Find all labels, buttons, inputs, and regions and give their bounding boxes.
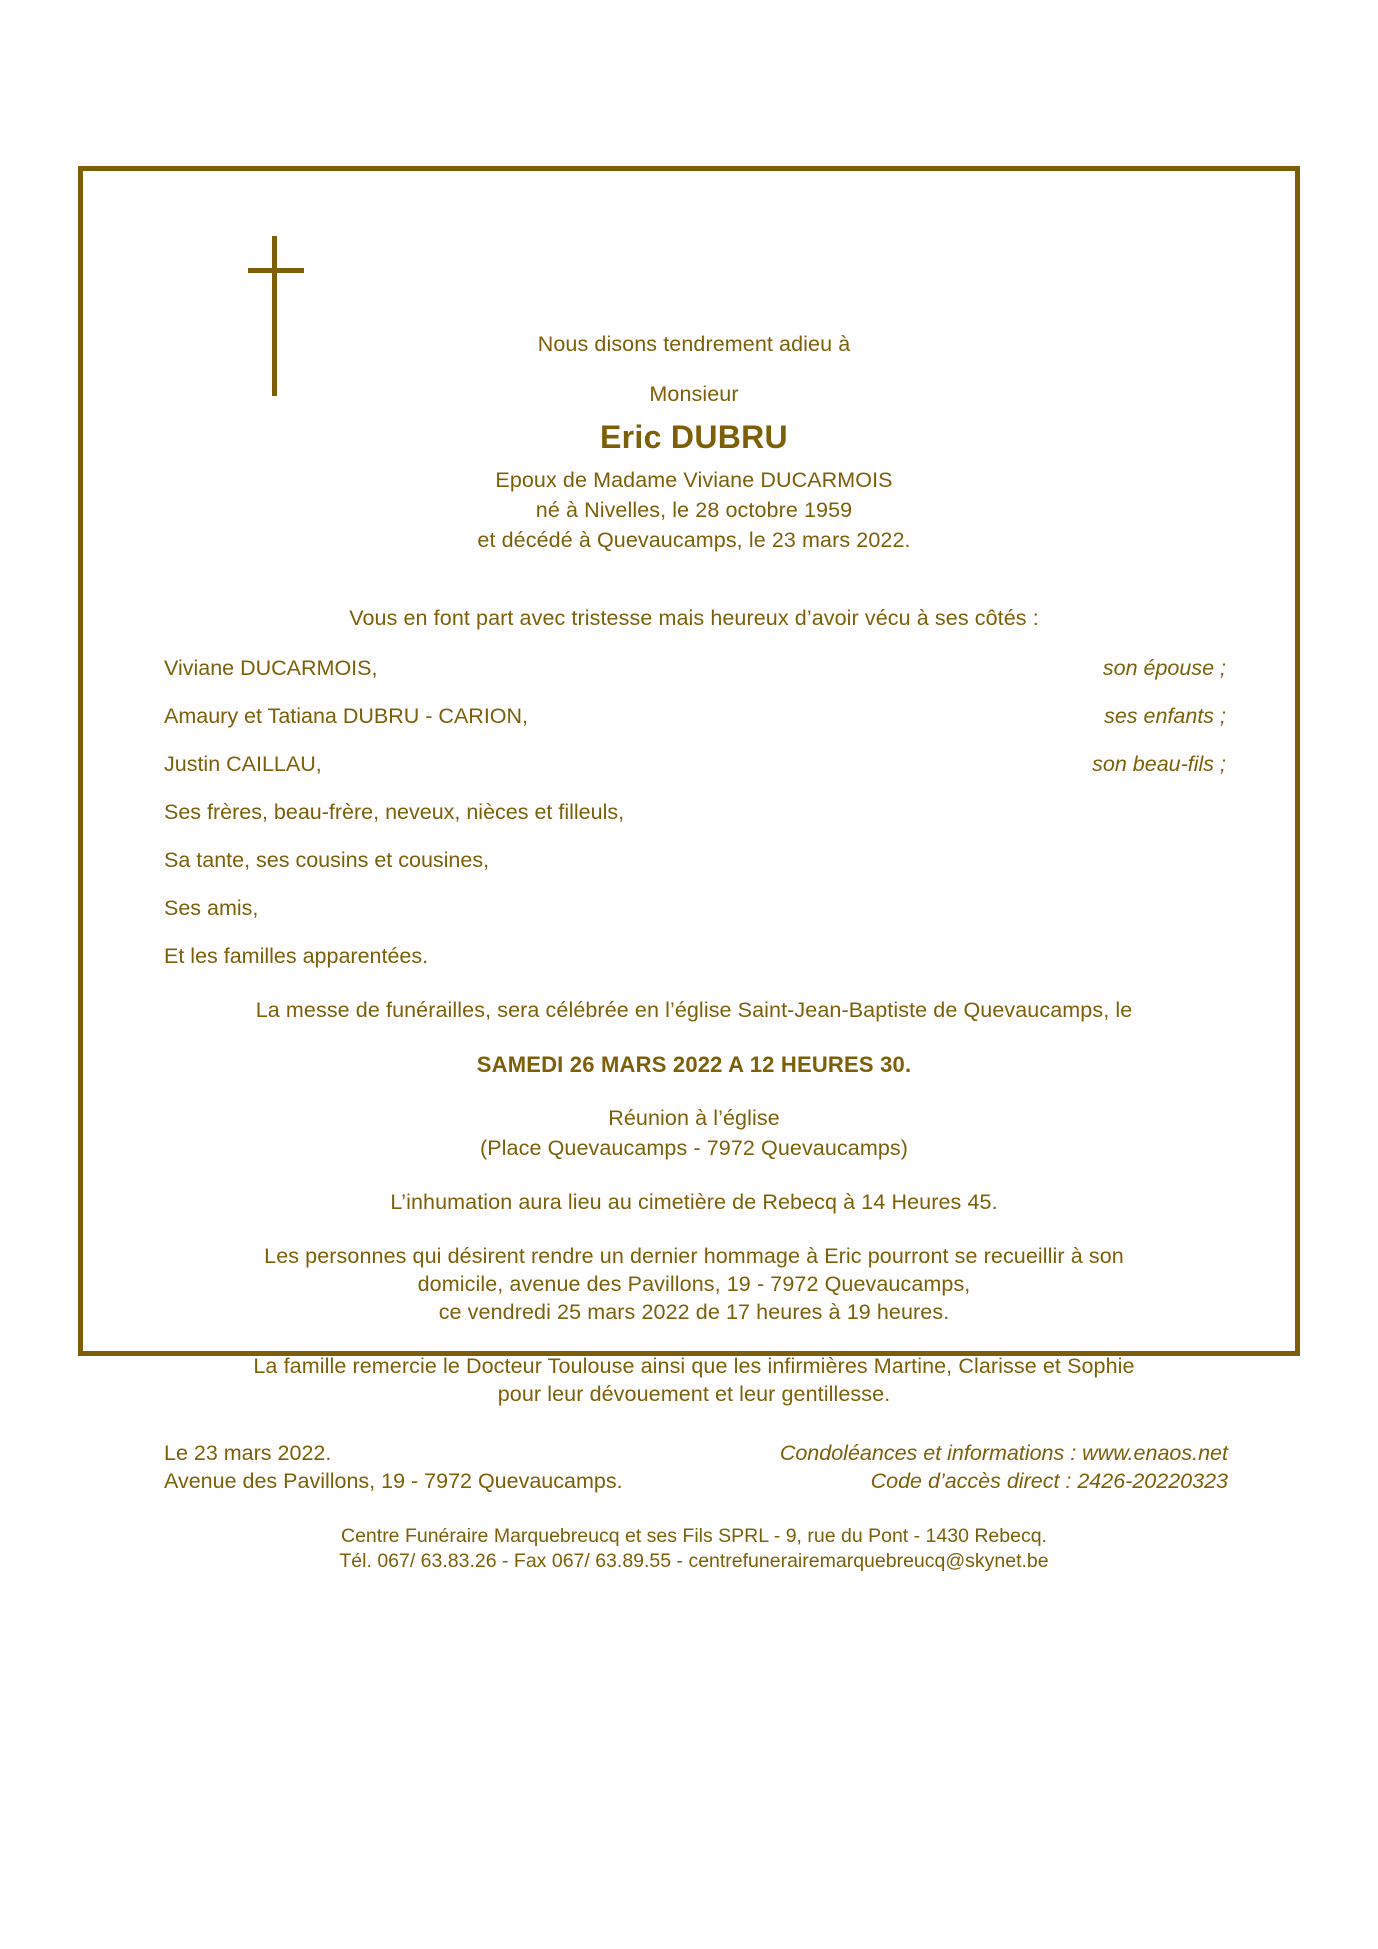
mass-datetime: SAMEDI 26 MARS 2022 A 12 HEURES 30. [476,1051,912,1077]
condolences-link[interactable]: Condoléances et informations : www.enaos.net [779,1440,1228,1465]
list-item [148,751,1240,779]
relative-role: son beau-fils ; [1092,752,1226,777]
list-item [148,703,1240,731]
relatives-list [148,655,1240,971]
relative-name: Justin CAILLAU, [164,752,322,777]
birth-text: né à Nivelles, le 28 octobre 1959 [535,498,853,523]
footer-address: Avenue des Pavillons, 19 - 7972 Quevaucamps. [164,1469,623,1494]
honorific: Monsieur [649,381,739,406]
announcement-content [148,171,1240,1575]
relative-name: Viviane DUCARMOIS, [164,656,378,681]
list-item: Ses frères, beau-frère, neveux, nièces et filleuls, [164,800,625,825]
visit-line-1: Les personnes qui désirent rendre un dernier hommage à Eric pourront se recueillir à son [264,1244,1124,1269]
death-text: et décédé à Quevaucamps, le 23 mars 2022. [477,528,911,553]
agency-line-2: Tél. 067/ 63.83.26 - Fax 067/ 63.89.55 - centrefunerairemarquebreucq@skynet.be [339,1550,1049,1573]
relative-role: ses enfants ; [1104,704,1226,729]
list-item: Sa tante, ses cousins et cousines, [164,847,490,872]
deceased-name: Eric DUBRU [600,418,788,455]
mass-text: La messe de funérailles, sera célébrée en l’église Saint-Jean-Baptiste de Quevaucamps, le [255,997,1133,1022]
agency-info [148,1524,1240,1576]
list-item: Ses amis, [164,895,259,920]
visit-line-2: domicile, avenue des Pavillons, 19 - 7972 Quevaucamps, [417,1272,971,1297]
intro-text: Nous disons tendrement adieu à [537,332,851,356]
spouse-of-text: Epoux de Madame Viviane DUCARMOIS [495,468,893,493]
thanks-line-2: pour leur dévouement et leur gentillesse. [497,1381,891,1406]
burial-text: L’inhumation aura lieu au cimetière de Rebecq à 14 Heures 45. [390,1190,998,1215]
list-item [148,655,1240,683]
announce-text: Vous en font part avec tristesse mais heureux d’avoir vécu à ses côtés : [349,606,1039,631]
access-code: Code d’accès direct : 2426-20220323 [870,1469,1228,1494]
agency-line-1: Centre Funéraire Marquebreucq et ses Fils SPRL - 9, rue du Pont - 1430 Rebecq. [341,1524,1047,1547]
relative-role: son épouse ; [1102,656,1226,681]
visit-line-3: ce vendredi 25 mars 2022 de 17 heures à 19 heures. [438,1300,950,1324]
meeting-text: Réunion à l’église [608,1106,780,1131]
list-item: Et les familles apparentées. [164,943,429,968]
meeting-place: (Place Quevaucamps - 7972 Quevaucamps) [479,1136,909,1161]
footer-right [780,1439,1228,1496]
footer-left [164,1439,623,1496]
announcement-card [78,166,1300,1573]
thanks-line-1: La famille remercie le Docteur Toulouse ainsi que les infirmières Martine, Clarisse et Sophie [253,1353,1135,1378]
footer-date: Le 23 mars 2022. [164,1440,332,1465]
footer-columns [148,1439,1240,1496]
relative-name: Amaury et Tatiana DUBRU - CARION, [164,704,529,729]
